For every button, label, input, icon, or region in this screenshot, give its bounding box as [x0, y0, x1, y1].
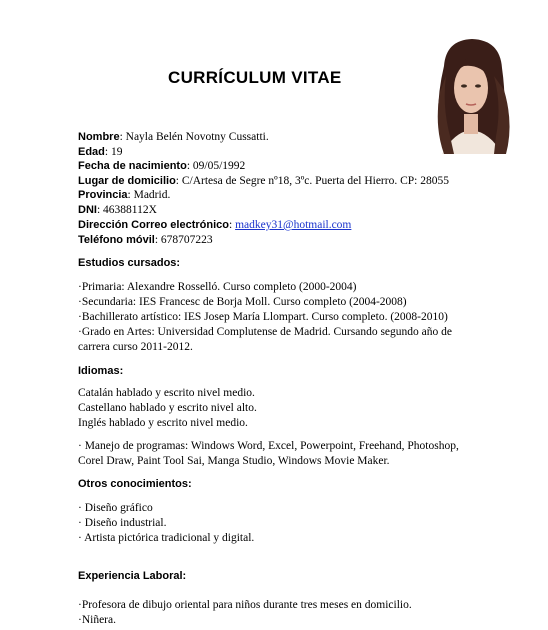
otros-item: · Diseño industrial.: [78, 517, 167, 529]
personal-phone: Teléfono móvil: 678707223: [78, 234, 213, 246]
estudios-heading: Estudios cursados:: [78, 257, 181, 269]
idioma-item: Castellano hablado y escrito nivel alto.: [78, 402, 257, 414]
personal-email: Dirección Correo electrónico: madkey31@hotmail.com: [78, 219, 352, 231]
profile-photo: [424, 36, 517, 154]
personal-name: Nombre: Nayla Belén Novotny Cussatti.: [78, 131, 269, 143]
programas-line: · Manejo de programas: Windows Word, Excel, Powerpoint, Freehand, Photoshop,: [78, 440, 459, 452]
idiomas-heading: Idiomas:: [78, 365, 124, 377]
experiencia-item: ·Niñera.: [78, 614, 116, 626]
idioma-item: Catalán hablado y escrito nivel medio.: [78, 387, 255, 399]
otros-item: · Artista pictórica tradicional y digital.: [78, 532, 255, 544]
personal-dni: DNI: 46388112X: [78, 204, 157, 216]
experiencia-item: ·Profesora de dibujo oriental para niños durante tres meses en domicilio.: [78, 599, 412, 611]
estudios-item: ·Grado en Artes: Universidad Complutense de Madrid. Cursando segundo año de: [78, 326, 452, 338]
estudios-item: ·Bachillerato artístico: IES Josep María Llompart. Curso completo. (2008-2010): [78, 311, 448, 323]
personal-birthdate: Fecha de nacimiento: 09/05/1992: [78, 160, 246, 172]
estudios-item: ·Secundaria: IES Francesc de Borja Moll. Curso completo (2004-2008): [78, 296, 407, 308]
otros-item: · Diseño gráfico: [78, 502, 153, 514]
otros-heading: Otros conocimientos:: [78, 478, 192, 490]
personal-age: Edad: 19: [78, 146, 123, 158]
estudios-item: ·Primaria: Alexandre Rosselló. Curso completo (2000-2004): [78, 281, 357, 293]
email-link[interactable]: madkey31@hotmail.com: [235, 219, 352, 231]
idioma-item: Inglés hablado y escrito nivel medio.: [78, 417, 248, 429]
personal-address: Lugar de domicilio: C/Artesa de Segre nº18, 3ºc. Puerta del Hierro. CP: 28055: [78, 175, 449, 187]
programas-line: Corel Draw, Paint Tool Sai, Manga Studio, Windows Movie Maker.: [78, 455, 390, 467]
personal-province: Provincia: Madrid.: [78, 189, 171, 201]
experiencia-heading: Experiencia Laboral:: [78, 570, 187, 582]
estudios-item: carrera curso 2011-2012.: [78, 341, 193, 353]
cv-title: CURRÍCULUM VITAE: [168, 68, 342, 87]
